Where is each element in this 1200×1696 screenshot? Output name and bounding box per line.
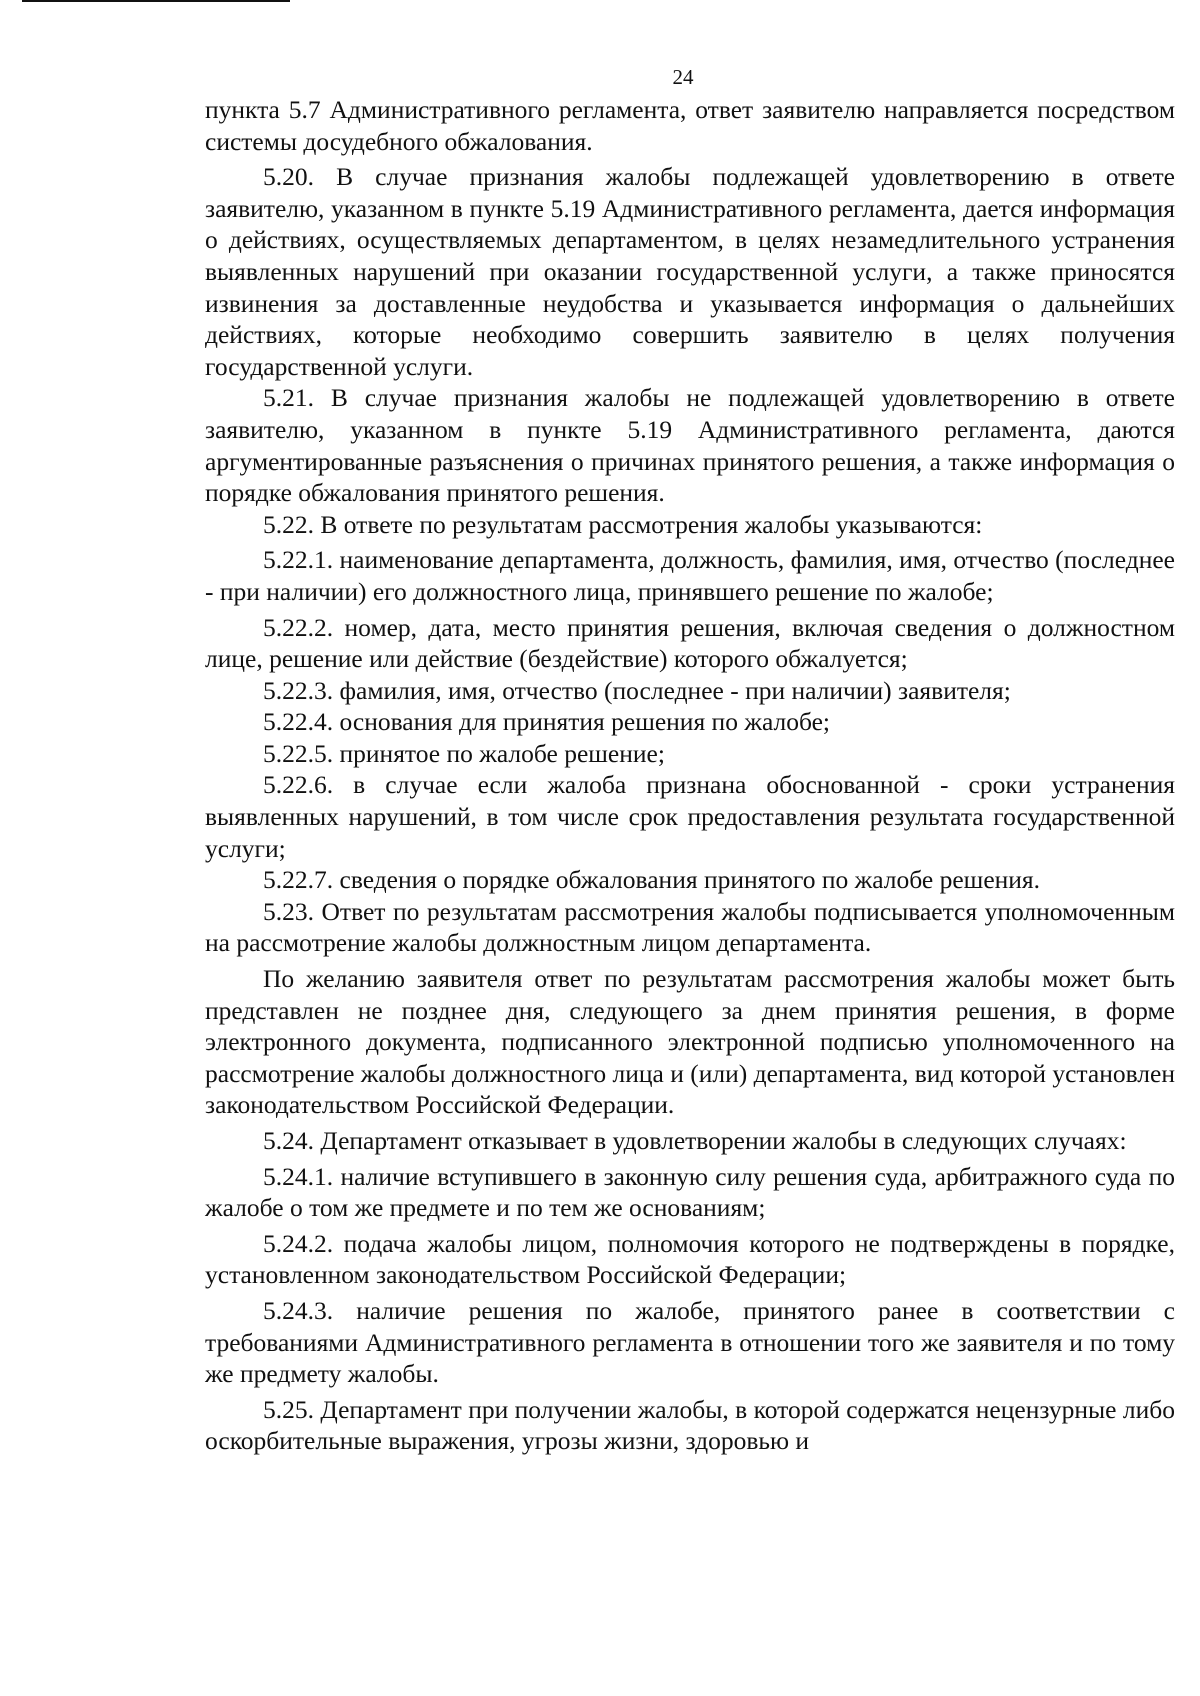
- paragraph-5-25: 5.25. Департамент при получении жалобы, в которой содержатся нецензурные либо оскорбительные выражения, угрозы жизни, здоровью и: [205, 1394, 1175, 1456]
- top-rule: [22, 0, 290, 2]
- paragraph-5-22-6: 5.22.6. в случае если жалоба признана обоснованной - сроки устранения выявленных нарушений, в том числе срок предоставления результата государственной услуги;: [205, 770, 1175, 863]
- paragraph-5-22-1: 5.22.1. наименование департамента, должность, фамилия, имя, отчество (последнее - при наличии) его должностного лица, принявшего решение по жалобе;: [205, 545, 1175, 606]
- paragraph-5-24-2: 5.24.2. подача жалобы лицом, полномочия которого не подтверждены в порядке, установленном законодательством Российской Федерации;: [205, 1228, 1175, 1290]
- paragraph-5-24-3: 5.24.3. наличие решения по жалобе, принятого ранее в соответствии с требованиями Административного регламента в отношении того же заявителя и по тому же предмету жалобы.: [205, 1295, 1175, 1389]
- page-number: 24: [672, 65, 694, 89]
- paragraph-5-22-4: 5.22.4. основания для принятия решения по жалобе;: [263, 707, 831, 737]
- paragraph-5-22-3: 5.22.3. фамилия, имя, отчество (последнее - при наличии) заявителя;: [263, 675, 1011, 705]
- paragraph-5-24: 5.24. Департамент отказывает в удовлетворении жалобы в следующих случаях:: [263, 1126, 1127, 1155]
- paragraph-5-24-1: 5.24.1. наличие вступившего в законную силу решения суда, арбитражного суда по жалобе о том же предмете и по тем же основаниям;: [205, 1161, 1175, 1223]
- document-body: [205, 94, 1175, 1457]
- paragraph-5-22: 5.22. В ответе по результатам рассмотрения жалобы указываются:: [263, 509, 983, 539]
- paragraph-answer-electronic-form: По желанию заявителя ответ по результатам рассмотрения жалобы может быть представлен не позднее дня, следующего за днем принятия решения, в форме электронного документа, подписанного электронной подписью уполномоченного на рассмотрение жалобы должностного лица и (или) департамента, вид которой установлен законодательством Российской Федерации.: [205, 964, 1175, 1120]
- paragraph-5-21: 5.21. В случае признания жалобы не подлежащей удовлетворению в ответе заявителю, указанном в пункте 5.19 Административного регламента, даются аргументированные разъяснения о причинах принятого решения, а также информация о порядке обжалования принятого решения.: [205, 383, 1175, 508]
- paragraph-5-22-5: 5.22.5. принятое по жалобе решение;: [263, 738, 665, 768]
- paragraph-5-20: 5.20. В случае признания жалобы подлежащей удовлетворению в ответе заявителю, указанном в пункте 5.19 Административного регламента, дается информация о действиях, осуществляемых департаментом, в целях незамедлительного устранения выявленных нарушений при оказании государственной услуги, а также приносятся извинения за доставленные неудобства и указывается информация о дальнейших действиях, которые необходимо совершить заявителю в целях получения государственной услуги.: [205, 162, 1175, 381]
- paragraph-5-19-continuation: пункта 5.7 Административного регламента, ответ заявителю направляется посредством системы досудебного обжалования.: [205, 95, 1175, 156]
- paragraph-5-22-2: 5.22.2. номер, дата, место принятия решения, включая сведения о должностном лице, решение или действие (бездействие) которого обжалуется;: [205, 612, 1175, 674]
- paragraph-5-22-7: 5.22.7. сведения о порядке обжалования принятого по жалобе решения.: [263, 865, 1041, 895]
- paragraph-5-23: 5.23. Ответ по результатам рассмотрения жалобы подписывается уполномоченным на рассмотрение жалобы должностным лицом департамента.: [205, 896, 1175, 958]
